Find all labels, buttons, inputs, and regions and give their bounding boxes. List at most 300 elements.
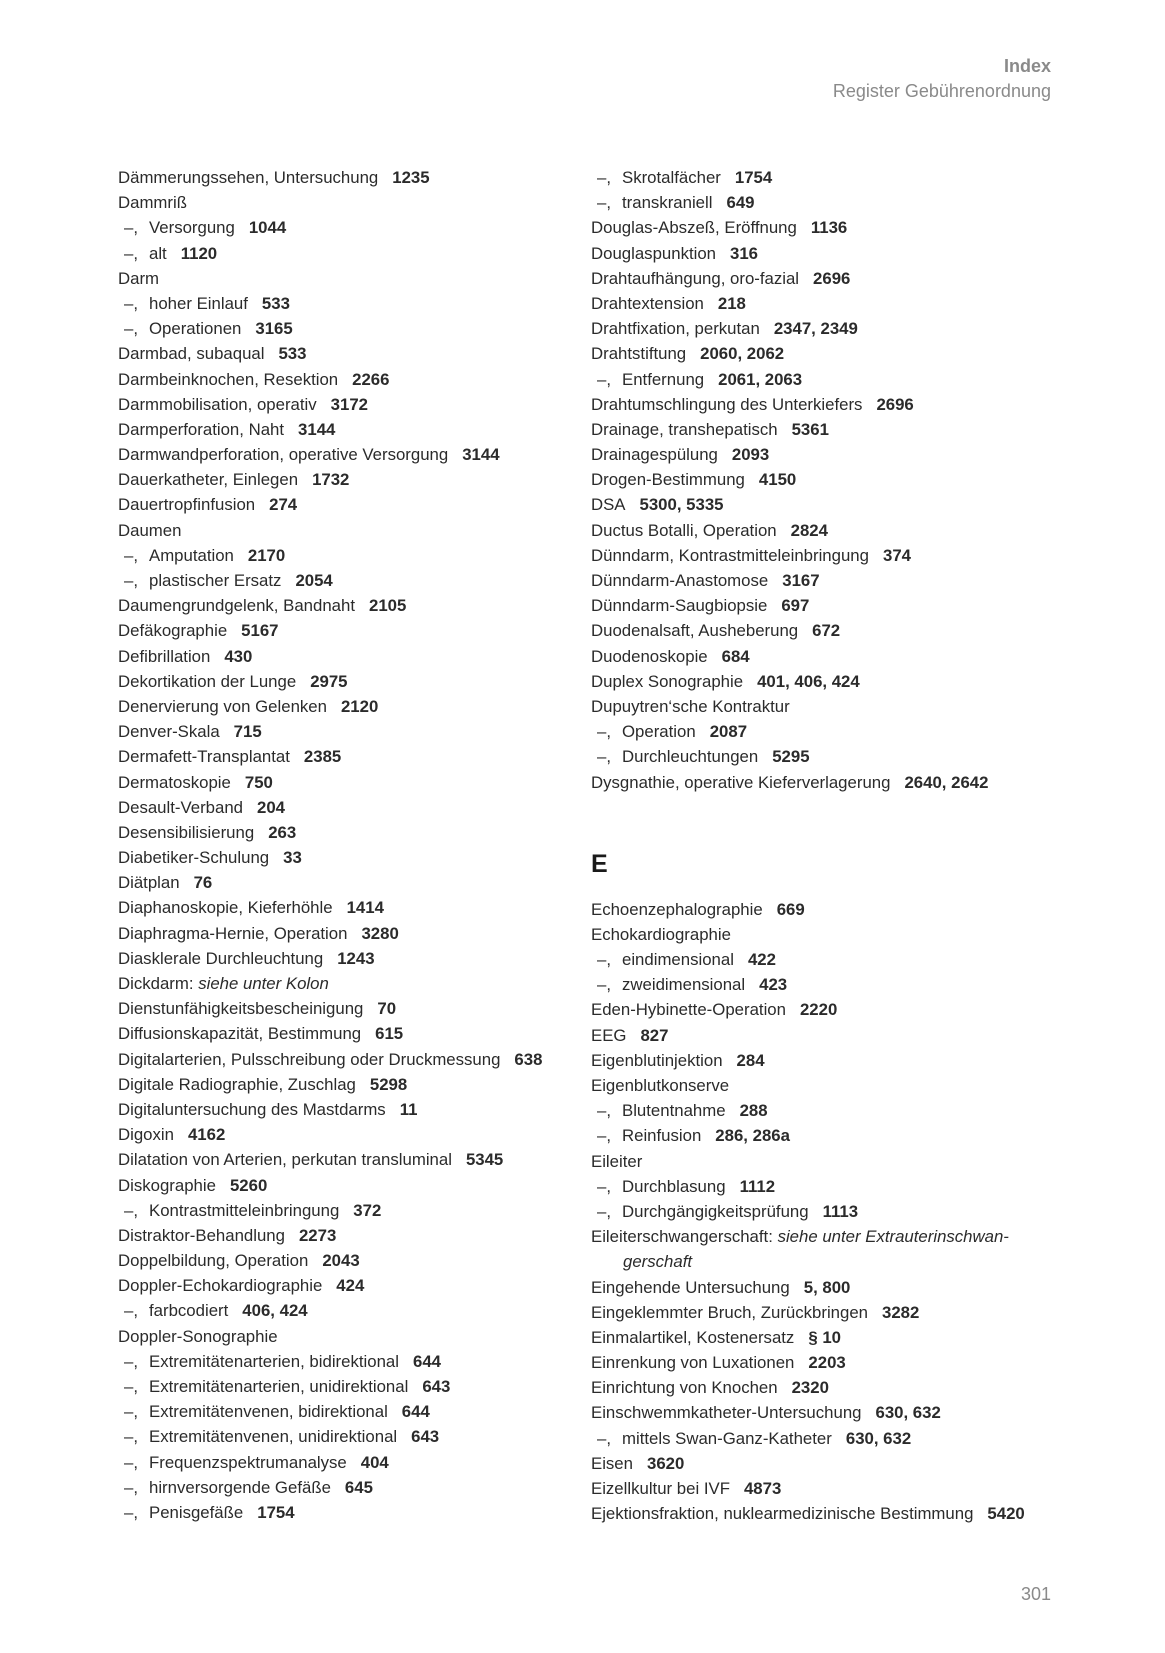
index-entry [118, 669, 568, 694]
entry-term: Denervierung von Gelenken [118, 696, 327, 716]
subentry-dash: –, [597, 1176, 611, 1196]
entry-term: Dauerkatheter, Einlegen [118, 470, 299, 490]
entry-term: Diskographie [118, 1175, 216, 1195]
index-entry [118, 492, 568, 517]
fee-number: 1754 [734, 168, 773, 187]
index-entry [591, 568, 1061, 593]
index-entry [591, 1048, 1061, 1073]
index-entry [591, 518, 1061, 543]
entry-term: Douglas-Abszeß, Eröffnung [591, 218, 797, 238]
entry-term: Eden-Hybinette-Operation [591, 1000, 786, 1020]
fee-number: 750 [244, 772, 273, 792]
fee-number: 76 [193, 873, 213, 893]
subentry-dash: –, [124, 293, 138, 313]
fee-number: 404 [360, 1452, 389, 1472]
fee-number: 3282 [882, 1302, 920, 1322]
fee-number: 4150 [758, 470, 797, 490]
index-subentry [118, 1198, 568, 1223]
index-entry [118, 644, 568, 669]
entry-term: Defibrillation [118, 646, 211, 666]
fee-number: 715 [233, 722, 262, 742]
index-entry [118, 1072, 568, 1097]
fee-number: 316 [730, 243, 759, 263]
header-title: Index [1003, 56, 1051, 76]
entry-term: Drogen-Bestimmung [591, 470, 745, 490]
subentry-dash: –, [597, 1101, 611, 1121]
fee-number: 284 [736, 1050, 765, 1070]
entry-term: Diabetiker-Schulung [118, 848, 270, 868]
subentry-dash: –, [597, 193, 611, 213]
fee-number: 649 [726, 193, 755, 213]
fee-number: 697 [781, 596, 810, 616]
index-entry [591, 644, 1061, 669]
fee-number: 2120 [340, 696, 379, 716]
index-subentry [118, 568, 568, 593]
entry-term: Durchblasung [622, 1176, 726, 1196]
fee-number: 2087 [709, 722, 748, 742]
index-subentry [118, 1374, 568, 1399]
entry-term: Dickdarm: [118, 974, 194, 993]
subentry-dash: –, [597, 722, 611, 742]
entry-term: Drahtaufhängung, oro-fazial [591, 268, 800, 288]
fee-number: § 10 [808, 1327, 841, 1347]
fee-number: 422 [747, 950, 776, 970]
entry-term: Darm [118, 268, 160, 288]
entry-term: Dünndarm, Kontrastmitteleinbringung [591, 545, 869, 565]
index-entry [591, 492, 1061, 517]
index-entry [118, 392, 568, 417]
entry-term: Dermatoskopie [118, 772, 231, 792]
index-subentry [591, 1098, 1061, 1123]
fee-number: 274 [269, 495, 298, 515]
fee-number: 5295 [772, 747, 810, 767]
index-entry [591, 1501, 1061, 1526]
fee-number: 4162 [187, 1125, 226, 1145]
index-entry [591, 215, 1061, 240]
index-entry [591, 593, 1061, 618]
entry-term: zweidimensional [622, 975, 746, 995]
entry-term: Digitale Radiographie, Zuschlag [118, 1074, 356, 1094]
index-entry [118, 417, 568, 442]
entry-term: Drainage, transhepatisch [591, 419, 778, 439]
index-subentry [118, 1424, 568, 1449]
fee-number: 5, 800 [803, 1277, 851, 1297]
index-entry [591, 922, 1061, 947]
fee-number: 669 [776, 899, 805, 919]
subentry-dash: –, [124, 1200, 138, 1220]
entry-term: Dysgnathie, operative Kieferverlagerung [591, 772, 891, 792]
entry-term: Eisen [591, 1453, 633, 1473]
index-entry [591, 266, 1061, 291]
fee-number: 643 [422, 1377, 451, 1396]
fee-number: 2093 [731, 445, 770, 465]
index-subentry [591, 947, 1061, 972]
index-entry [118, 770, 568, 795]
fee-number: 5260 [229, 1175, 268, 1195]
running-header [833, 54, 1051, 104]
fee-number: 3172 [330, 394, 368, 414]
entry-term: Extremitätenvenen, bidirektional [149, 1402, 388, 1422]
index-subentry [118, 1298, 568, 1323]
index-entry [118, 1122, 568, 1147]
index-entry [118, 593, 568, 618]
entry-term: Extremitätenarterien, unidirektional [149, 1377, 409, 1396]
subentry-dash: –, [597, 1126, 611, 1146]
index-subentry [118, 1450, 568, 1475]
index-entry [118, 795, 568, 820]
entry-term: Einmalartikel, Kostenersatz [591, 1327, 795, 1347]
index-entry [591, 392, 1061, 417]
entry-term: Durchgängigkeitsprüfung [622, 1201, 809, 1221]
entry-term: Darmwandperforation, operative Versorgung [118, 445, 449, 465]
index-entry [118, 1223, 568, 1248]
entry-term: Amputation [149, 545, 234, 565]
fee-number: 1235 [392, 168, 430, 187]
cross-reference: siehe unter Kolon [198, 974, 329, 993]
index-entry [591, 467, 1061, 492]
entry-term: Eigenblutinjektion [591, 1050, 723, 1070]
entry-term: Darmbeinknochen, Resektion [118, 369, 339, 389]
entry-term: Eingeklemmter Bruch, Zurückbringen [591, 1302, 869, 1322]
index-entry [118, 921, 568, 946]
entry-term: Reinfusion [622, 1126, 702, 1146]
entry-term: EEG [591, 1025, 627, 1045]
fee-number: 1113 [822, 1201, 859, 1221]
subentry-dash: –, [124, 218, 138, 238]
fee-number: 218 [717, 293, 746, 313]
entry-term: Daumengrundgelenk, Bandnaht [118, 596, 355, 616]
index-entry [591, 1400, 1061, 1425]
index-entry [591, 1476, 1061, 1501]
entry-term: Doppler-Sonographie [118, 1326, 278, 1346]
entry-term: Dünndarm-Anastomose [591, 571, 769, 590]
index-subentry [591, 165, 1061, 190]
fee-number: 33 [283, 848, 302, 868]
index-entry [118, 1021, 568, 1046]
entry-term: Duodenoskopie [591, 646, 708, 666]
entry-term: Entfernung [622, 369, 705, 389]
entry-term: Einrichtung von Knochen [591, 1378, 778, 1398]
subentry-dash: –, [124, 545, 138, 565]
index-entry [118, 1173, 568, 1198]
index-entry [591, 341, 1061, 366]
fee-number: 3620 [646, 1453, 685, 1473]
fee-number: 630, 632 [845, 1428, 912, 1448]
entry-term: Douglaspunktion [591, 243, 717, 263]
entry-term: Drahtumschlingung des Unterkiefers [591, 394, 863, 414]
index-entry [118, 266, 568, 291]
index-entry [591, 1023, 1061, 1048]
entry-term: Eigenblutkonserve [591, 1076, 730, 1095]
entry-term: Defäkographie [118, 621, 228, 641]
index-subentry [118, 241, 568, 266]
fee-number: 2266 [352, 369, 390, 389]
index-entry [118, 694, 568, 719]
index-entry [118, 946, 568, 971]
index-entry [118, 820, 568, 845]
entry-term: Diätplan [118, 873, 180, 893]
index-entry [591, 543, 1061, 568]
entry-term: Duodenalsaft, Ausheberung [591, 621, 799, 641]
fee-number: 645 [344, 1477, 373, 1497]
entry-term: Darmbad, subaqual [118, 344, 265, 364]
fee-number: 2203 [808, 1353, 846, 1373]
entry-term: Digoxin [118, 1125, 174, 1145]
fee-number: 2043 [322, 1251, 360, 1271]
fee-number: 2060, 2062 [700, 344, 785, 364]
index-entry [591, 417, 1061, 442]
index-subentry [591, 1174, 1061, 1199]
index-entry [591, 618, 1061, 643]
fee-number: 204 [257, 797, 286, 817]
entry-term: Dilatation von Arterien, perkutan transluminal [118, 1150, 452, 1170]
entry-term: Drahtextension [591, 293, 704, 313]
entry-term: Doppler-Echokardiographie [118, 1276, 323, 1296]
index-entry [591, 241, 1061, 266]
index-entry [118, 518, 568, 543]
fee-number: 5300, 5335 [639, 495, 724, 515]
entry-term: Einschwemmkatheter-Untersuchung [591, 1403, 862, 1423]
fee-number: 1136 [810, 218, 848, 238]
index-entry [118, 1147, 568, 1172]
entry-term: Ejektionsfraktion, nuklearmedizinische Bestimmung [591, 1504, 974, 1524]
entry-term: Dammriß [118, 193, 187, 213]
fee-number: 2273 [298, 1225, 337, 1245]
index-entry [118, 845, 568, 870]
entry-term: Operation [622, 722, 696, 742]
fee-number: 644 [412, 1351, 441, 1371]
index-entry [118, 744, 568, 769]
entry-term: Einrenkung von Luxationen [591, 1353, 795, 1373]
entry-term: Dupuytren‘sche Kontraktur [591, 696, 790, 716]
fee-number: 644 [401, 1402, 430, 1422]
index-entry [118, 971, 568, 996]
entry-term: Dermafett-Transplantat [118, 747, 290, 767]
fee-number: 1732 [312, 470, 350, 490]
entry-term: Duplex Sonographie [591, 671, 744, 691]
entry-term: Skrotalfächer [622, 168, 721, 187]
entry-term: Frequenzspektrumanalyse [149, 1452, 347, 1472]
entry-term: Drahtfixation, perkutan [591, 319, 760, 339]
fee-number: 2054 [295, 571, 333, 590]
fee-number: 3165 [255, 319, 293, 339]
entry-term: Darmmobilisation, operativ [118, 394, 317, 414]
index-entry [118, 467, 568, 492]
index-subentry [591, 744, 1061, 769]
subentry-dash: –, [597, 369, 611, 389]
index-entry [118, 367, 568, 392]
index-entry [591, 669, 1061, 694]
entry-term: Blutentnahme [622, 1101, 726, 1121]
index-entry [118, 1097, 568, 1122]
index-subentry [591, 972, 1061, 997]
subentry-dash: –, [124, 1427, 138, 1447]
fee-number: 374 [882, 545, 911, 565]
index-entry [118, 870, 568, 895]
entry-term: Eizellkultur bei IVF [591, 1479, 730, 1498]
entry-term: Echokardiographie [591, 924, 731, 944]
subentry-dash: –, [597, 950, 611, 970]
fee-number: 1120 [180, 243, 218, 263]
entry-term: Dienstunfähigkeitsbescheinigung [118, 999, 364, 1019]
fee-number: 2975 [310, 671, 348, 691]
fee-number: 533 [278, 344, 307, 364]
entry-term: Eileiterschwangerschaft: [591, 1227, 773, 1247]
fee-number: 2640, 2642 [904, 772, 989, 792]
entry-term: Digitalarterien, Pulsschreibung oder Druckmessung [118, 1049, 501, 1069]
section-letter: E [591, 849, 608, 878]
entry-term: Echoenzephalographie [591, 899, 763, 919]
index-subentry [118, 1500, 568, 1525]
entry-term: Dämmerungssehen, Untersuchung [118, 168, 379, 187]
fee-number: 2824 [790, 520, 828, 540]
fee-number: 684 [721, 646, 750, 666]
subentry-dash: –, [124, 1502, 138, 1522]
cross-reference: siehe unter Extrauterinschwan- [777, 1227, 1009, 1247]
index-entry [118, 719, 568, 744]
fee-number: 3144 [298, 419, 336, 439]
index-subentry [118, 1475, 568, 1500]
entry-term: Denver-Skala [118, 722, 220, 742]
fee-number: 5167 [241, 621, 279, 641]
subentry-dash: –, [124, 1402, 138, 1422]
entry-term: Penisgefäße [149, 1502, 244, 1522]
subentry-dash: –, [124, 1477, 138, 1497]
entry-term: alt [149, 243, 167, 263]
index-subentry [591, 367, 1061, 392]
fee-number: 827 [640, 1025, 669, 1045]
index-subentry [591, 1199, 1061, 1224]
index-entry [591, 1275, 1061, 1300]
fee-number: 1243 [337, 948, 375, 968]
fee-number: 2170 [247, 545, 286, 565]
index-entry [591, 316, 1061, 341]
index-subentry [591, 190, 1061, 215]
index-entry [118, 190, 568, 215]
index-subentry [591, 1426, 1061, 1451]
index-entry [591, 1073, 1061, 1098]
entry-term: Diaphragma-Hernie, Operation [118, 923, 348, 943]
fee-number: 263 [268, 822, 297, 842]
entry-term: Doppelbildung, Operation [118, 1251, 309, 1271]
fee-number: 11 [399, 1099, 418, 1119]
fee-number: 2385 [303, 747, 342, 767]
fee-number: 5420 [987, 1504, 1025, 1524]
page-number: 301 [1020, 1584, 1051, 1604]
fee-number: 1112 [739, 1176, 776, 1196]
fee-number: 430 [224, 646, 253, 666]
fee-number: 5361 [791, 419, 829, 439]
entry-term: Versorgung [149, 218, 235, 238]
fee-number: 638 [514, 1049, 543, 1069]
index-entry [118, 996, 568, 1021]
index-entry [591, 1350, 1061, 1375]
fee-number: 2320 [791, 1378, 829, 1398]
entry-term: hirnversorgende Gefäße [149, 1477, 331, 1497]
index-entry [591, 1300, 1061, 1325]
fee-number: 1414 [346, 898, 384, 918]
index-subentry [118, 316, 568, 341]
subentry-dash: –, [124, 571, 138, 590]
entry-term: Drainagespülung [591, 445, 718, 465]
index-entry [591, 1325, 1061, 1350]
fee-number: 672 [812, 621, 841, 641]
index-entry [591, 1149, 1061, 1174]
index-entry [118, 1324, 568, 1349]
fee-number: 1044 [248, 218, 287, 238]
fee-number: 3167 [782, 571, 820, 590]
subentry-dash: –, [597, 1428, 611, 1448]
index-entry [591, 770, 1061, 795]
header-subtitle: Register Gebührenordnung [832, 81, 1051, 101]
fee-number: 2220 [799, 1000, 838, 1020]
subentry-dash: –, [124, 319, 138, 339]
index-subentry [118, 291, 568, 316]
index-subentry [118, 1349, 568, 1374]
fee-number: 406, 424 [242, 1301, 308, 1321]
index-entry [118, 895, 568, 920]
index-subentry [591, 1123, 1061, 1148]
index-entry [591, 1451, 1061, 1476]
fee-number: 401, 406, 424 [757, 671, 860, 691]
index-entry [118, 618, 568, 643]
entry-term: Kontrastmitteleinbringung [149, 1200, 340, 1220]
entry-term: Dekortikation der Lunge [118, 671, 297, 691]
entry-term: mittels Swan-Ganz-Katheter [622, 1428, 832, 1448]
fee-number: 4873 [743, 1479, 782, 1498]
entry-term: Operationen [149, 319, 242, 339]
entry-term: Desensibilisierung [118, 822, 255, 842]
entry-term: DSA [591, 495, 626, 515]
entry-term: Diasklerale Durchleuchtung [118, 948, 324, 968]
subentry-dash: –, [124, 1351, 138, 1371]
subentry-dash: –, [597, 747, 611, 767]
index-subentry [118, 543, 568, 568]
fee-number: 424 [336, 1276, 365, 1296]
fee-number: 1754 [257, 1502, 295, 1522]
subentry-dash: –, [597, 975, 611, 995]
fee-number: 615 [375, 1024, 404, 1044]
fee-number: 288 [739, 1101, 768, 1121]
fee-number: 423 [759, 975, 788, 995]
entry-term: hoher Einlauf [149, 293, 248, 313]
index-subentry [118, 1399, 568, 1424]
index-entry [118, 341, 568, 366]
index-subentry [118, 215, 568, 240]
entry-term: Diaphanoskopie, Kieferhöhle [118, 898, 333, 918]
entry-term: farbcodiert [149, 1301, 229, 1321]
fee-number: 2105 [368, 596, 407, 616]
entry-term: Desault-Verband [118, 797, 244, 817]
subentry-dash: –, [597, 168, 611, 187]
index-column-right [591, 165, 1061, 1526]
fee-number: 2061, 2063 [718, 369, 803, 389]
subentry-dash: –, [124, 1452, 138, 1472]
index-entry [118, 1047, 568, 1072]
entry-term: Eingehende Untersuchung [591, 1277, 790, 1297]
fee-number: 2696 [876, 394, 914, 414]
entry-term: Extremitätenvenen, unidirektional [149, 1427, 398, 1447]
fee-number: 5298 [369, 1074, 408, 1094]
entry-term: Distraktor-Behandlung [118, 1225, 285, 1245]
entry-term: transkraniell [622, 193, 713, 213]
index-subentry [591, 719, 1061, 744]
fee-number: 286, 286a [715, 1126, 790, 1146]
fee-number: 5345 [465, 1150, 504, 1170]
fee-number: 643 [411, 1427, 440, 1447]
index-entry [591, 694, 1061, 719]
index-entry [591, 997, 1061, 1022]
